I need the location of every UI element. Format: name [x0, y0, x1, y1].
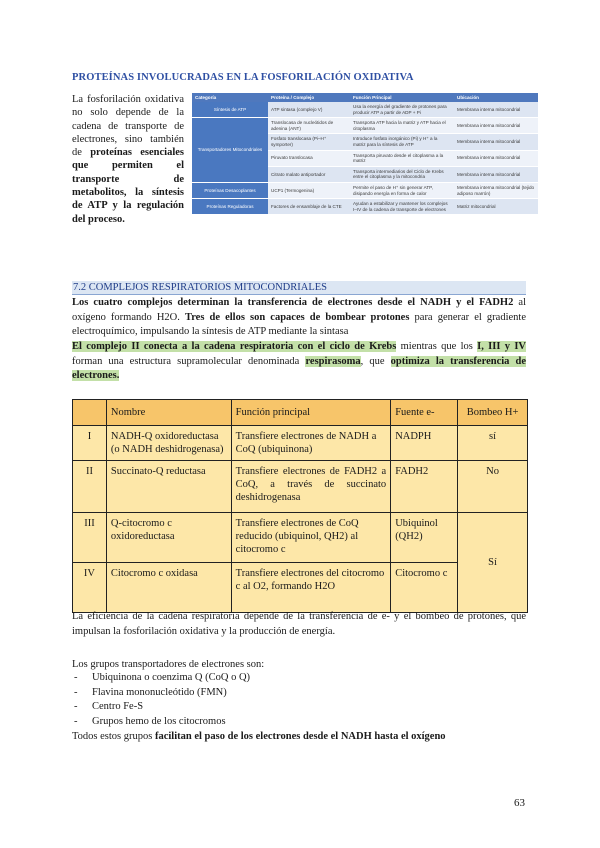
table-row: [73, 426, 528, 461]
protein-category: Proteínas Desacoplantes: [192, 182, 268, 198]
list-item-text: Grupos hemo de los citocromos: [92, 715, 226, 727]
intro-paragraph: [72, 93, 184, 226]
protein-location: Matriz mitocondrial: [454, 199, 538, 215]
body-text: para generar el gradiente electroquímico, impulsando la síntesis de ATP mediante la sintasa: [72, 311, 526, 337]
body-text: mientras que los: [396, 341, 478, 352]
protein-category: Proteínas Reguladoras: [192, 199, 268, 215]
complex-table-header: [73, 400, 528, 426]
protein-function: Usa la energía del gradiente de protones para producir ATP a partir de ADP + Pi: [350, 102, 454, 118]
protein-name: Piruvato translocasa: [268, 150, 350, 166]
complex-function: Transfiere electrones de NADH a CoQ (ubiquinona): [231, 426, 391, 461]
bold-text: facilitan el paso de los electrones desde el NADH hasta el oxígeno: [154, 731, 446, 742]
complex-header-number: [73, 400, 107, 426]
protein-table: [192, 93, 538, 215]
complex-header-name: Nombre: [106, 400, 231, 426]
body-text: forman una estructura supramolecular denominada: [72, 355, 306, 367]
carrier-list: [72, 671, 526, 729]
protein-name: Fosfato translocasa (Pi–H⁺ symporter): [268, 134, 350, 150]
protein-name: ATP sintasa (complejo V): [268, 102, 350, 118]
protein-category: Síntesis de ATP: [192, 102, 268, 118]
highlighted-text: I, III y IV: [477, 341, 526, 352]
highlighted-text: respirasoma: [305, 355, 361, 367]
protein-table-header: [192, 93, 538, 102]
protein-function: Introduce fosfato inorgánico (Pi) y H⁺ a la matriz para la síntesis de ATP: [350, 134, 454, 150]
complex-function: Transfiere electrones del citocromo c al O2, formando H2O: [231, 563, 391, 613]
list-item-text: Centro Fe-S: [92, 701, 144, 712]
protein-location: Membrana interna mitocondrial (tejido adiposo marrón): [454, 182, 538, 198]
protein-location: Membrana interna mitocondrial: [454, 102, 538, 118]
intro-bold-text: proteínas esenciales que permiten el transporte de metabolitos, la síntesis de ATP y la regulación del proceso.: [72, 147, 184, 225]
complex-header-function: Función principal: [231, 400, 391, 426]
protein-header-function: Función Principal: [350, 93, 454, 102]
protein-function: Ayudan a estabilizar y mantener los complejos I–IV de la cadena de transporte de electrones: [350, 199, 454, 215]
bold-text: Los cuatro complejos determinan la transferencia de electrones desde el NADH y el FADH2: [72, 297, 514, 308]
dash-icon: -: [74, 686, 78, 698]
protein-name: Citrato malato antiportador: [268, 166, 350, 182]
list-item: [72, 700, 526, 715]
complex-number: IV: [73, 563, 107, 613]
protein-location: Membrana interna mitocondrial: [454, 166, 538, 182]
protein-name: Factores de ensamblaje de la CTE: [268, 199, 350, 215]
list-item: [72, 671, 526, 686]
body-text: al oxígeno formando H2O.: [72, 297, 527, 323]
list-item-text: Flavina mononucleótido (FMN): [92, 686, 227, 698]
complex-name: Succinato-Q reductasa: [106, 461, 231, 513]
table-row: [192, 118, 538, 134]
highlighted-text: El complejo II conecta a la cadena respiratoria con el ciclo de Krebs: [72, 341, 397, 352]
complex-number: III: [73, 513, 107, 563]
complex-pump: Sí: [458, 513, 528, 613]
complex-number: II: [73, 461, 107, 513]
protein-header-protein: Proteína / Complejo: [268, 93, 350, 102]
table-row: [192, 102, 538, 118]
complex-table: [72, 399, 528, 613]
paragraph-complexes: [72, 296, 526, 340]
dash-icon: -: [74, 715, 78, 727]
complex-name: Q-citocromo c oxidoreductasa: [106, 513, 231, 563]
table-row: [73, 461, 528, 513]
page-number: 63: [514, 797, 525, 809]
complex-name: Citocromo c oxidasa: [106, 563, 231, 613]
protein-name: UCP1 (Termogenina): [268, 182, 350, 198]
complex-name: NADH-Q oxidoreductasa (o NADH deshidrogenasa): [106, 426, 231, 461]
section-2-title: 7.2 COMPLEJOS RESPIRATORIOS MITOCONDRIALES: [72, 281, 526, 295]
complex-number: I: [73, 426, 107, 461]
protein-header-category: Categoría: [192, 93, 268, 102]
complex-source: Ubiquinol (QH2): [391, 513, 458, 563]
protein-name: Translocasa de nucleótidos de adenina (ANT): [268, 118, 350, 134]
paragraph-respirasome: [72, 340, 526, 384]
complex-function: Transfiere electrones de CoQ reducido (ubiquinol, QH2) al citocromo c: [231, 513, 391, 563]
bold-text: Tres de ellos son capaces de bombear protones: [184, 311, 410, 323]
complex-source: Citocromo c: [391, 563, 458, 613]
table-row: [73, 513, 528, 563]
complex-header-pump: Bombeo H+: [458, 400, 528, 426]
protein-function: Transporta piruvato desde el citoplasma a la matriz: [350, 150, 454, 166]
highlighted-text: optimiza la transferencia de electrones.: [72, 355, 526, 381]
protein-location: Membrana interna mitocondrial: [454, 134, 538, 150]
body-text: Todos estos grupos: [72, 731, 155, 742]
section-title: PROTEÍNAS INVOLUCRADAS EN LA FOSFORILACIÓN OXIDATIVA: [72, 72, 414, 83]
protein-location: Membrana interna mitocondrial: [454, 150, 538, 166]
complex-function: Transfiere electrones de FADH2 a CoQ, a través de succinato deshidrogenasa: [231, 461, 391, 513]
protein-location: Membrana interna mitocondrial: [454, 118, 538, 134]
intro-text: La fosforilación oxidativa no solo depende de la cadena de transporte de electrones, sino también de: [72, 94, 184, 159]
complex-source: NADPH: [391, 426, 458, 461]
list-item-text: Ubiquinona o coenzima Q (CoQ o Q): [92, 672, 251, 683]
protein-function: Transporta ATP hacia la matriz y ATP hacia el citoplasma: [350, 118, 454, 134]
protein-function: Transporta intermediarios del Ciclo de Krebs entre el citoplasma y la mitocondria: [350, 166, 454, 182]
list-item: [72, 715, 526, 730]
paragraph-efficiency: La eficiencia de la cadena respiratoria depende de la transferencia de e- y el bombeo de protones, que impulsan la fosforilación oxidativa y la producción de energía.: [72, 611, 526, 637]
protein-category: Transportadores Mitocondriales: [192, 118, 268, 183]
list-item: [72, 686, 526, 701]
table-row: [192, 182, 538, 198]
complex-source: FADH2: [391, 461, 458, 513]
dash-icon: -: [74, 701, 78, 712]
table-row: [192, 199, 538, 215]
complex-header-source: Fuente e-: [391, 400, 458, 426]
protein-function: Permite el paso de H⁺ sin generar ATP, disipando energía en forma de calor: [350, 182, 454, 198]
paragraph-conclusion: [72, 730, 526, 745]
body-text: , que: [360, 355, 391, 367]
complex-pump: sí: [458, 426, 528, 461]
protein-header-location: Ubicación: [454, 93, 538, 102]
paragraph-groups-intro: Los grupos transportadores de electrones son:: [72, 659, 265, 670]
dash-icon: -: [74, 672, 78, 683]
complex-pump: No: [458, 461, 528, 513]
